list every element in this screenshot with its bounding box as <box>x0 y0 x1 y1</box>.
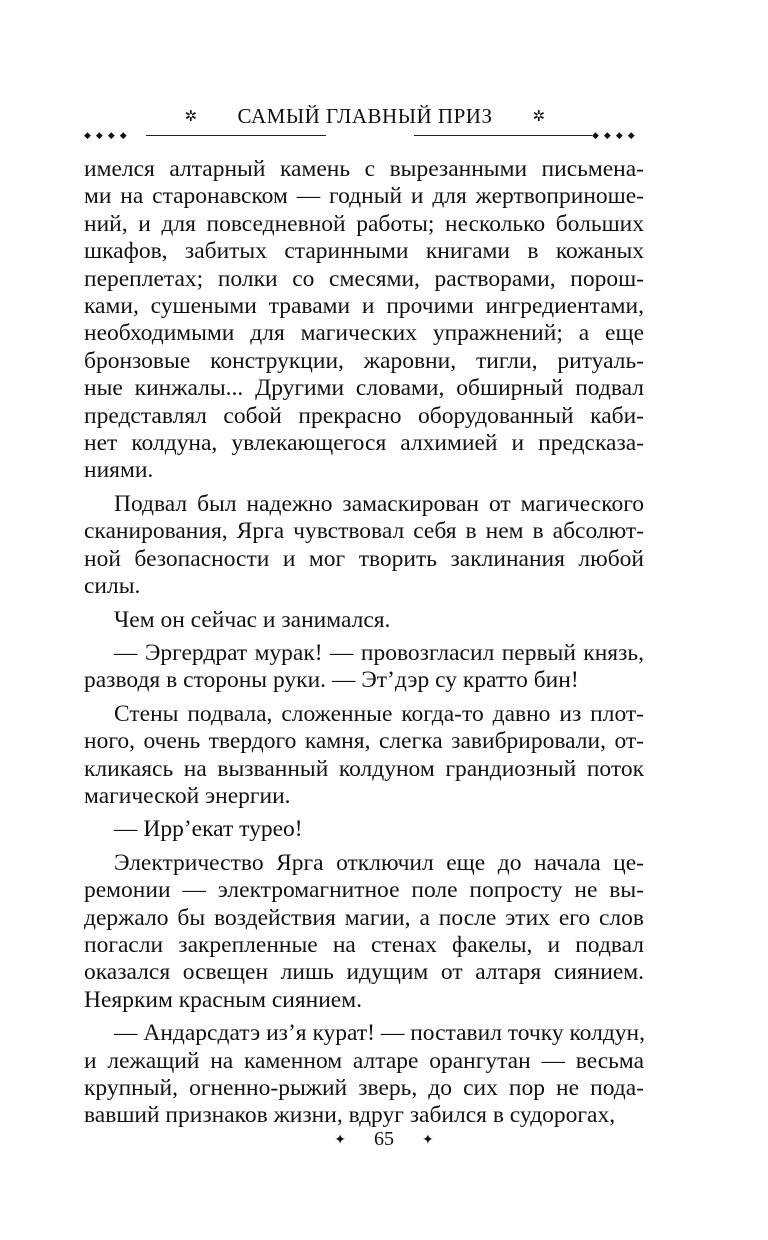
text-line: шкафов, забитых старинными книгами в кожаных <box>84 238 644 265</box>
paragraph <box>84 607 644 634</box>
page-footer <box>0 1124 768 1154</box>
text-line: крупный, огненно-рыжий зверь, до сих пор не пода- <box>84 1075 644 1101</box>
text-line: Чем он сейчас и занимался. <box>114 606 391 633</box>
text-line: Электричество Ярга отключил еще до начала це- <box>114 849 644 876</box>
header-dots-left-icon: ◆◆◆◆ <box>84 130 132 140</box>
header-rule-right <box>414 135 592 136</box>
text-line: бронзовые конструкции, жаровни, тигли, ритуаль- <box>84 347 644 374</box>
header-title-row <box>84 102 646 130</box>
text-line: вавший признаков жизни, вдруг забился в судорогах, <box>84 1102 616 1129</box>
text-line: — Эргердрат мурак! — провозгласил первый князь, <box>114 639 644 666</box>
text-line: нет колдуна, увлекающегося алхимией и предсказа- <box>84 430 644 457</box>
running-header <box>84 102 646 146</box>
paragraph <box>84 701 644 811</box>
text-line: сканирования, Ярга чувствовал себя в нем в абсолют- <box>84 518 644 545</box>
ornament-right-icon: ✲ <box>532 109 546 125</box>
paragraph <box>84 156 644 485</box>
text-line: ний, и для повседневной работы; несколько больших <box>84 210 644 237</box>
text-line: необходимыми для магических упражнений; а еще <box>84 320 644 347</box>
text-line: ного, очень твердого камня, слегка завибрировали, от- <box>84 728 644 755</box>
text-line: силы. <box>84 573 141 600</box>
footer-star-left-icon: ✦ <box>334 1133 346 1148</box>
text-line: имелся алтарный камень с вырезанными письмена- <box>84 156 644 182</box>
ornament-left-icon: ✲ <box>184 109 198 125</box>
text-line: — Ирр’екат турео! <box>114 816 303 843</box>
text-line: Подвал был надежно замаскирован от магического <box>114 490 644 517</box>
text-line: и лежащий на каменном алтаре орангутан — весьма <box>84 1047 644 1074</box>
text-line: ные кинжалы... Другими словами, обширный подвал <box>84 375 644 402</box>
paragraph <box>84 640 644 695</box>
text-line: ми на старонавском — годный и для жертвоприноше- <box>84 183 644 210</box>
paragraph <box>84 850 644 1014</box>
text-line: представлял собой прекрасно оборудованный каби- <box>84 402 644 429</box>
text-line: погасли закрепленные на стенах факелы, и подвал <box>84 931 644 958</box>
text-line: разводя в стороны руки. — Эт’дэр су кратто бин! <box>84 667 579 694</box>
text-line: ками, сушеными травами и прочими ингредиентами, <box>84 293 644 320</box>
text-line: ниями. <box>84 457 154 484</box>
header-rule-left <box>146 135 326 136</box>
body-text <box>84 156 644 1130</box>
page-number: 65 <box>374 1128 394 1150</box>
text-line: ремонии — электромагнитное поле попросту не вы- <box>84 877 644 904</box>
header-title: САМЫЙ ГЛАВНЫЙ ПРИЗ <box>237 104 493 128</box>
text-line: ной безопасности и мог творить заклинания любой <box>84 545 644 572</box>
text-line: Стены подвала, сложенные когда-то давно из плот- <box>114 700 644 727</box>
paragraph <box>84 1020 644 1130</box>
text-line: кликаясь на вызванный колдуном грандиозный поток <box>84 755 644 782</box>
text-line: магической энергии. <box>84 782 291 809</box>
footer-star-right-icon: ✦ <box>422 1133 434 1148</box>
text-line: держало бы воздействия магии, а после этих его слов <box>84 904 644 931</box>
paragraph <box>84 816 644 843</box>
header-dots-right-icon: ◆◆◆◆ <box>592 130 640 140</box>
paragraph <box>84 491 644 601</box>
text-line: Неярким красным сиянием. <box>84 986 362 1013</box>
text-line: переплетах; полки со смесями, растворами, порош- <box>84 265 644 292</box>
text-line: оказался освещен лишь идущим от алтаря сиянием. <box>84 959 644 986</box>
text-line: — Андарсдатэ из’я курат! — поставил точку колдун, <box>114 1020 645 1047</box>
